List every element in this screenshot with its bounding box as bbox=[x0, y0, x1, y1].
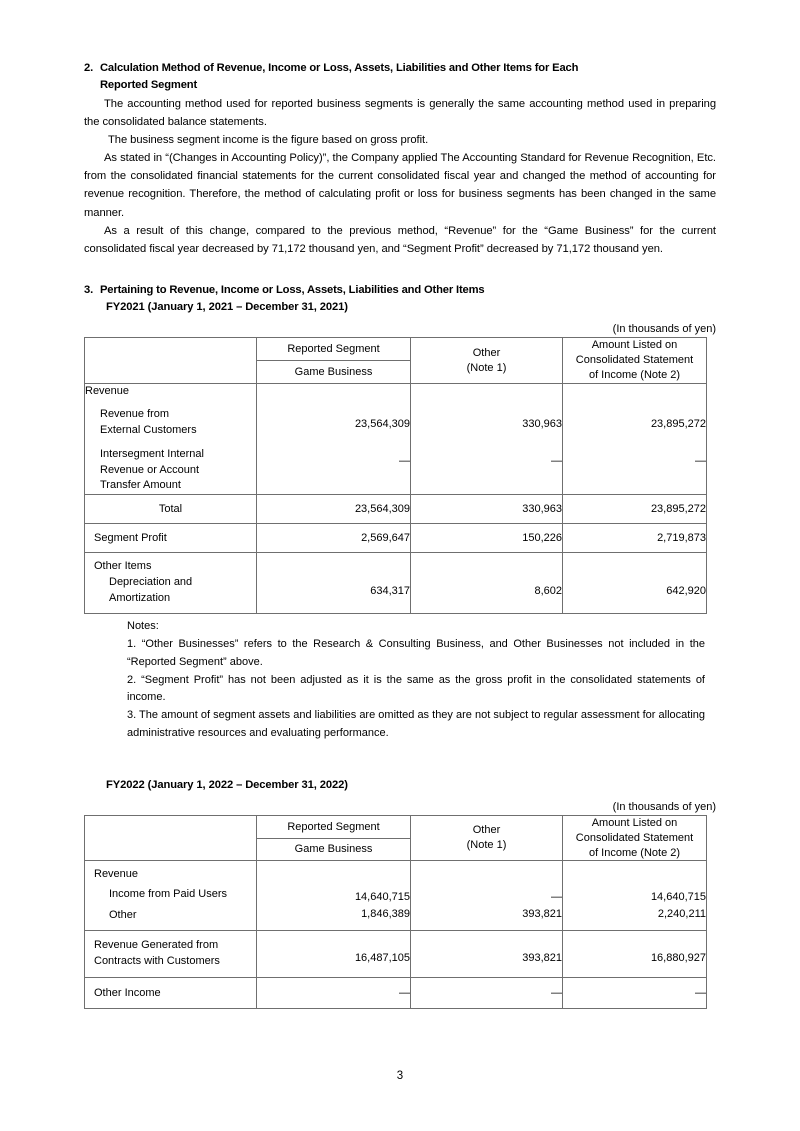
value-other-depreciation: 8,602 bbox=[534, 585, 562, 598]
value-game-income-paid-users: 14,640,715 bbox=[354, 891, 410, 904]
row-label-other-income: Other Income bbox=[85, 978, 257, 1009]
value-amount-income-paid-users: 14,640,715 bbox=[650, 891, 706, 904]
row-label-income-paid-users: Income from Paid Users bbox=[109, 888, 227, 901]
cell-game-revenue-group bbox=[257, 861, 411, 931]
cell-game-revenue-group bbox=[257, 383, 411, 495]
table-row bbox=[85, 978, 707, 1009]
page-number: 3 bbox=[396, 1070, 404, 1082]
header-amount-line1: Amount Listed on bbox=[591, 816, 678, 829]
note-item-2: 2. “Segment Profit” has not been adjusted as it is the same as the gross profit in the consolidated statements of income. bbox=[127, 673, 705, 704]
row-label-revenue-group bbox=[85, 383, 257, 495]
header-amount-line3: of Income (Note 2) bbox=[588, 846, 681, 859]
table-row bbox=[85, 495, 707, 524]
table-row bbox=[85, 553, 707, 614]
header-cell-reported-segment: Reported Segment bbox=[257, 338, 411, 361]
value-game-revenue-contracts: 16,487,105 bbox=[354, 952, 410, 965]
fy2021-notes bbox=[127, 618, 705, 743]
cell-other-revenue-contracts bbox=[411, 931, 563, 978]
cell-other-revenue-group bbox=[411, 861, 563, 931]
fy2021-segment-table bbox=[84, 337, 707, 614]
section2-paragraph-1: The accounting method used for reported business segments is generally the same accounting method used in preparing the consolidated balance statements. bbox=[84, 97, 716, 128]
cell-total-revenue-contracts bbox=[563, 931, 707, 978]
section2-title-line1: Calculation Method of Revenue, Income or Loss, Assets, Liabilities and Other Items for Each bbox=[100, 62, 579, 74]
value-other-other: 393,821 bbox=[522, 908, 562, 921]
row-label-depreciation-l1: Depreciation and bbox=[109, 576, 193, 589]
header-other-line2: (Note 1) bbox=[466, 839, 507, 852]
cell-other-revenue-group bbox=[411, 383, 563, 495]
value-game-depreciation: 634,317 bbox=[370, 585, 410, 598]
header-other-line1: Other bbox=[472, 346, 501, 359]
row-label-intersegment-l2: Revenue or Account bbox=[100, 463, 200, 476]
note-item-1: 1. “Other Businesses” refers to the Research & Consulting Business, and Other Businesses not included in the “Reported Segment” above. bbox=[127, 638, 705, 668]
row-label-other: Other bbox=[109, 909, 137, 922]
row-label-revenue: Revenue bbox=[85, 384, 130, 397]
fy2022-subtitle: FY2022 (January 1, 2022 – December 31, 2022) bbox=[106, 778, 348, 791]
section2-paragraph-2: The business segment income is the figure based on gross profit. bbox=[108, 134, 429, 146]
row-label-intersegment-l1: Intersegment Internal bbox=[100, 447, 204, 460]
value-amount-revenue-contracts: 16,880,927 bbox=[650, 952, 706, 965]
value-game-other: 1,846,389 bbox=[361, 908, 410, 921]
section2-number: 2. bbox=[84, 62, 94, 74]
section2-heading bbox=[84, 60, 716, 77]
note-item-3: 3. The amount of segment assets and liabilities are omitted as they are not subject to regular assessment for allocating administrative resources and evaluating performance. bbox=[127, 709, 705, 740]
fy2021-subtitle: FY2021 (January 1, 2021 – December 31, 2021) bbox=[106, 301, 348, 314]
table-row bbox=[85, 931, 707, 978]
section2-paragraph-3: As stated in “(Changes in Accounting Policy)”, the Company applied The Accounting Standard for Revenue Recognition, Etc. from the consolidated financial statements for the current consolidated fiscal year and changed the method of accounting for revenue recognition. Therefore, the method of calculating profit or loss for business segments has been changed in the same manner. bbox=[84, 152, 716, 219]
value-game-other-income: ― bbox=[257, 978, 411, 1009]
value-amount-other-income: ― bbox=[563, 978, 707, 1009]
header-cell-amount-listed bbox=[563, 815, 707, 861]
table-header-row-1 bbox=[85, 338, 707, 361]
section2-title-line2: Reported Segment bbox=[100, 79, 198, 92]
header-cell-blank bbox=[85, 338, 257, 384]
notes-heading: Notes: bbox=[127, 620, 159, 633]
value-other-revenue-external: 330,963 bbox=[522, 417, 562, 430]
table-row bbox=[85, 524, 707, 553]
row-label-revenue-contracts bbox=[85, 931, 257, 978]
row-label-revenue: Revenue bbox=[94, 868, 139, 881]
value-other-income-paid-users: ― bbox=[551, 891, 562, 904]
row-label-other-items-group bbox=[85, 553, 257, 614]
value-other-intersegment: ― bbox=[551, 454, 562, 467]
value-amount-other: 2,240,211 bbox=[657, 908, 706, 921]
value-game-segment-profit: 2,569,647 bbox=[257, 524, 411, 553]
cell-game-revenue-contracts bbox=[257, 931, 411, 978]
value-total-intersegment: ― bbox=[695, 454, 706, 467]
fy2021-units-caption: (In thousands of yen) bbox=[612, 323, 716, 336]
header-cell-other bbox=[411, 815, 563, 861]
header-cell-game-business: Game Business bbox=[257, 361, 411, 384]
header-cell-reported-segment: Reported Segment bbox=[257, 815, 411, 838]
header-cell-other bbox=[411, 338, 563, 384]
row-label-segment-profit: Segment Profit bbox=[85, 524, 257, 553]
header-amount-line1: Amount Listed on bbox=[591, 339, 678, 352]
value-game-total: 23,564,309 bbox=[257, 495, 411, 524]
table-row bbox=[85, 861, 707, 931]
fy2022-units-caption: (In thousands of yen) bbox=[612, 800, 716, 813]
header-cell-game-business: Game Business bbox=[257, 838, 411, 861]
cell-total-other-items bbox=[563, 553, 707, 614]
row-label-intersegment-l3: Transfer Amount bbox=[100, 479, 181, 492]
section3-number: 3. bbox=[84, 283, 94, 296]
header-amount-line2: Consolidated Statement bbox=[575, 831, 694, 844]
value-other-other-income: ― bbox=[411, 978, 563, 1009]
value-game-intersegment: ― bbox=[399, 454, 410, 467]
value-amount-total: 23,895,272 bbox=[563, 495, 707, 524]
value-amount-depreciation: 642,920 bbox=[666, 585, 706, 598]
section3-heading bbox=[84, 282, 716, 299]
cell-total-revenue-group bbox=[563, 383, 707, 495]
row-label-depreciation-l2: Amortization bbox=[109, 592, 171, 605]
row-label-revenue-contracts-l2: Contracts with Customers bbox=[94, 955, 220, 968]
section2-paragraph-4: As a result of this change, compared to the previous method, “Revenue” for the “Game Business” for the current consolidated fiscal year decreased by 71,172 thousand yen, and “Segment Profit” decreased by 71,172 thousand yen. bbox=[84, 224, 716, 255]
row-label-revenue-group bbox=[85, 861, 257, 931]
header-cell-amount-listed bbox=[563, 338, 707, 384]
cell-game-other-items bbox=[257, 553, 411, 614]
value-amount-segment-profit: 2,719,873 bbox=[563, 524, 707, 553]
table-row bbox=[85, 383, 707, 495]
header-other-line2: (Note 1) bbox=[466, 361, 507, 374]
value-total-revenue-external: 23,895,272 bbox=[650, 417, 706, 430]
row-label-total: Total bbox=[85, 495, 257, 524]
header-other-line1: Other bbox=[472, 824, 501, 837]
value-other-segment-profit: 150,226 bbox=[411, 524, 563, 553]
header-amount-line3: of Income (Note 2) bbox=[588, 368, 681, 381]
row-label-other-items: Other Items bbox=[94, 560, 152, 573]
value-game-revenue-external: 23,564,309 bbox=[354, 417, 410, 430]
section3-title: Pertaining to Revenue, Income or Loss, Assets, Liabilities and Other Items bbox=[100, 283, 485, 296]
row-label-revenue-contracts-l1: Revenue Generated from bbox=[94, 939, 219, 952]
cell-other-other-items bbox=[411, 553, 563, 614]
header-cell-blank bbox=[85, 815, 257, 861]
value-other-revenue-contracts: 393,821 bbox=[522, 952, 562, 965]
header-amount-line2: Consolidated Statement bbox=[575, 354, 694, 367]
row-label-revenue-external-l2: External Customers bbox=[100, 423, 197, 436]
row-label-revenue-external-l1: Revenue from bbox=[100, 407, 170, 420]
cell-total-revenue-group bbox=[563, 861, 707, 931]
fy2022-segment-table bbox=[84, 815, 707, 1009]
value-other-total: 330,963 bbox=[411, 495, 563, 524]
table-header-row-1 bbox=[85, 815, 707, 838]
